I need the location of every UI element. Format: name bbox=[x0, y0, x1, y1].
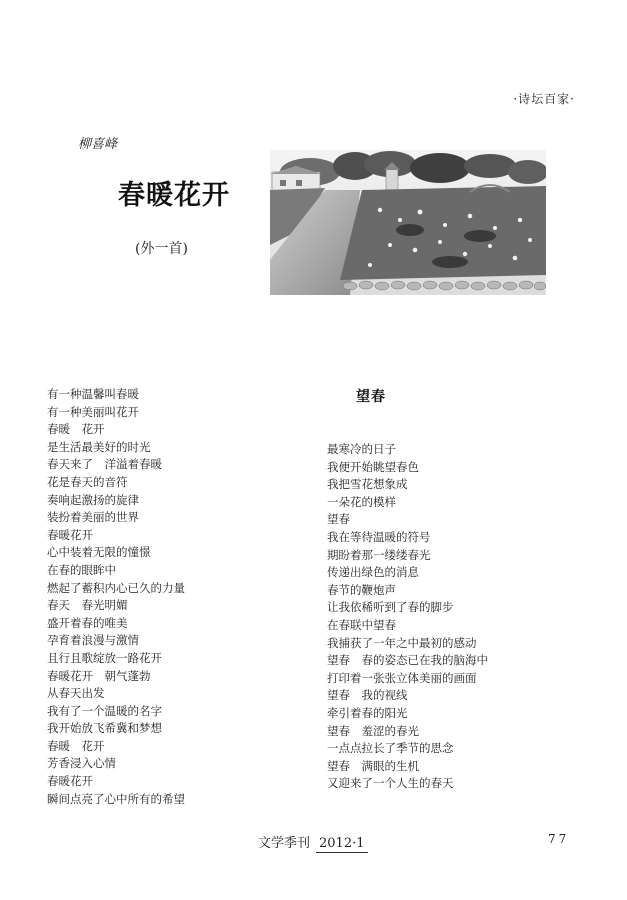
poem-line: 我把雪花想象成 bbox=[327, 477, 408, 492]
poem-line: 我捕获了一年之中最初的感动 bbox=[327, 635, 477, 650]
poem-line: 从春天出发 bbox=[47, 686, 105, 701]
poem-line: 盛开着春的唯美 bbox=[47, 615, 128, 630]
poem-line: 最寒冷的日子 bbox=[327, 442, 396, 456]
poem-line: 一点点拉长了季节的思念 bbox=[327, 741, 454, 756]
poem-line: 望春 bbox=[327, 512, 350, 527]
poem-body-right bbox=[327, 441, 488, 793]
poem-line: 望春 羞涩的春光 bbox=[327, 723, 419, 738]
poem-line: 让我依稀听到了春的脚步 bbox=[327, 600, 454, 615]
poem-line: 又迎来了一个人生的春天 bbox=[327, 776, 454, 791]
poem-title: 春暖花开 bbox=[118, 180, 230, 211]
author-name: 柳喜峰 bbox=[78, 137, 118, 152]
poem-line: 装扮着美丽的世界 bbox=[47, 510, 139, 525]
poem-line: 春天 春光明媚 bbox=[47, 598, 128, 613]
poem-line: 打印着一张张立体美丽的画面 bbox=[327, 670, 477, 685]
garden-photo bbox=[270, 150, 546, 295]
second-poem-title: 望春 bbox=[356, 389, 386, 405]
poem-line: 有一种温馨叫春暖 bbox=[47, 387, 139, 401]
poem-line: 花是春天的音符 bbox=[47, 474, 128, 489]
poem-line: 春暖花开 朝气蓬勃 bbox=[47, 668, 151, 683]
poem-line: 期盼着那一缕缕春光 bbox=[327, 547, 431, 562]
poem-line: 春暖花开 bbox=[47, 527, 93, 542]
poem-line: 我在等待温暖的符号 bbox=[327, 529, 431, 544]
poem-line: 是生活最美好的时光 bbox=[47, 439, 151, 454]
issue-number: 2012·1 bbox=[316, 836, 368, 853]
poem-line: 传递出绿色的消息 bbox=[327, 565, 419, 580]
poem-line: 春暖 花开 bbox=[47, 422, 105, 437]
poem-line: 春暖 花开 bbox=[47, 738, 105, 753]
poem-line: 春节的鞭炮声 bbox=[327, 582, 396, 597]
section-tag: ·诗坛百家· bbox=[513, 92, 575, 106]
poem-line: 望春 满眼的生机 bbox=[327, 758, 419, 773]
poem-line: 燃起了蓄积内心已久的力量 bbox=[47, 580, 185, 595]
poem-line: 有一种美丽叫花开 bbox=[47, 404, 139, 419]
journal-name: 文学季刊 bbox=[258, 836, 311, 851]
poem-line: 心中装着无限的憧憬 bbox=[47, 545, 151, 560]
poem-line: 孕育着浪漫与激情 bbox=[47, 633, 139, 648]
poem-line: 一朵花的模样 bbox=[327, 494, 396, 509]
poem-line: 我有了一个温暖的名字 bbox=[47, 703, 162, 718]
poem-line: 奏响起激扬的旋律 bbox=[47, 492, 139, 507]
poem-line: 望春 春的姿态已在我的脑海中 bbox=[327, 653, 488, 668]
poem-body-left bbox=[47, 386, 185, 808]
poem-line: 在春联中望春 bbox=[327, 617, 396, 632]
poem-subtitle: (外一首) bbox=[135, 241, 188, 257]
poem-line: 我便开始眺望春色 bbox=[327, 459, 419, 474]
poem-line: 芳香浸入心情 bbox=[47, 756, 116, 771]
poem-line: 且行且歌绽放一路花开 bbox=[47, 650, 162, 665]
poem-line: 春暖花开 bbox=[47, 774, 93, 789]
poem-line: 牵引着春的阳光 bbox=[327, 705, 408, 720]
poem-line: 在春的眼眸中 bbox=[47, 562, 116, 577]
poem-line: 望春 我的视线 bbox=[327, 688, 408, 703]
poem-line: 春天来了 洋溢着春暖 bbox=[47, 457, 162, 472]
footer-journal bbox=[258, 832, 368, 851]
poem-line: 我开始放飞希冀和梦想 bbox=[47, 721, 162, 736]
poem-line: 瞬间点亮了心中所有的希望 bbox=[47, 791, 185, 806]
page-number: 77 bbox=[548, 832, 570, 846]
